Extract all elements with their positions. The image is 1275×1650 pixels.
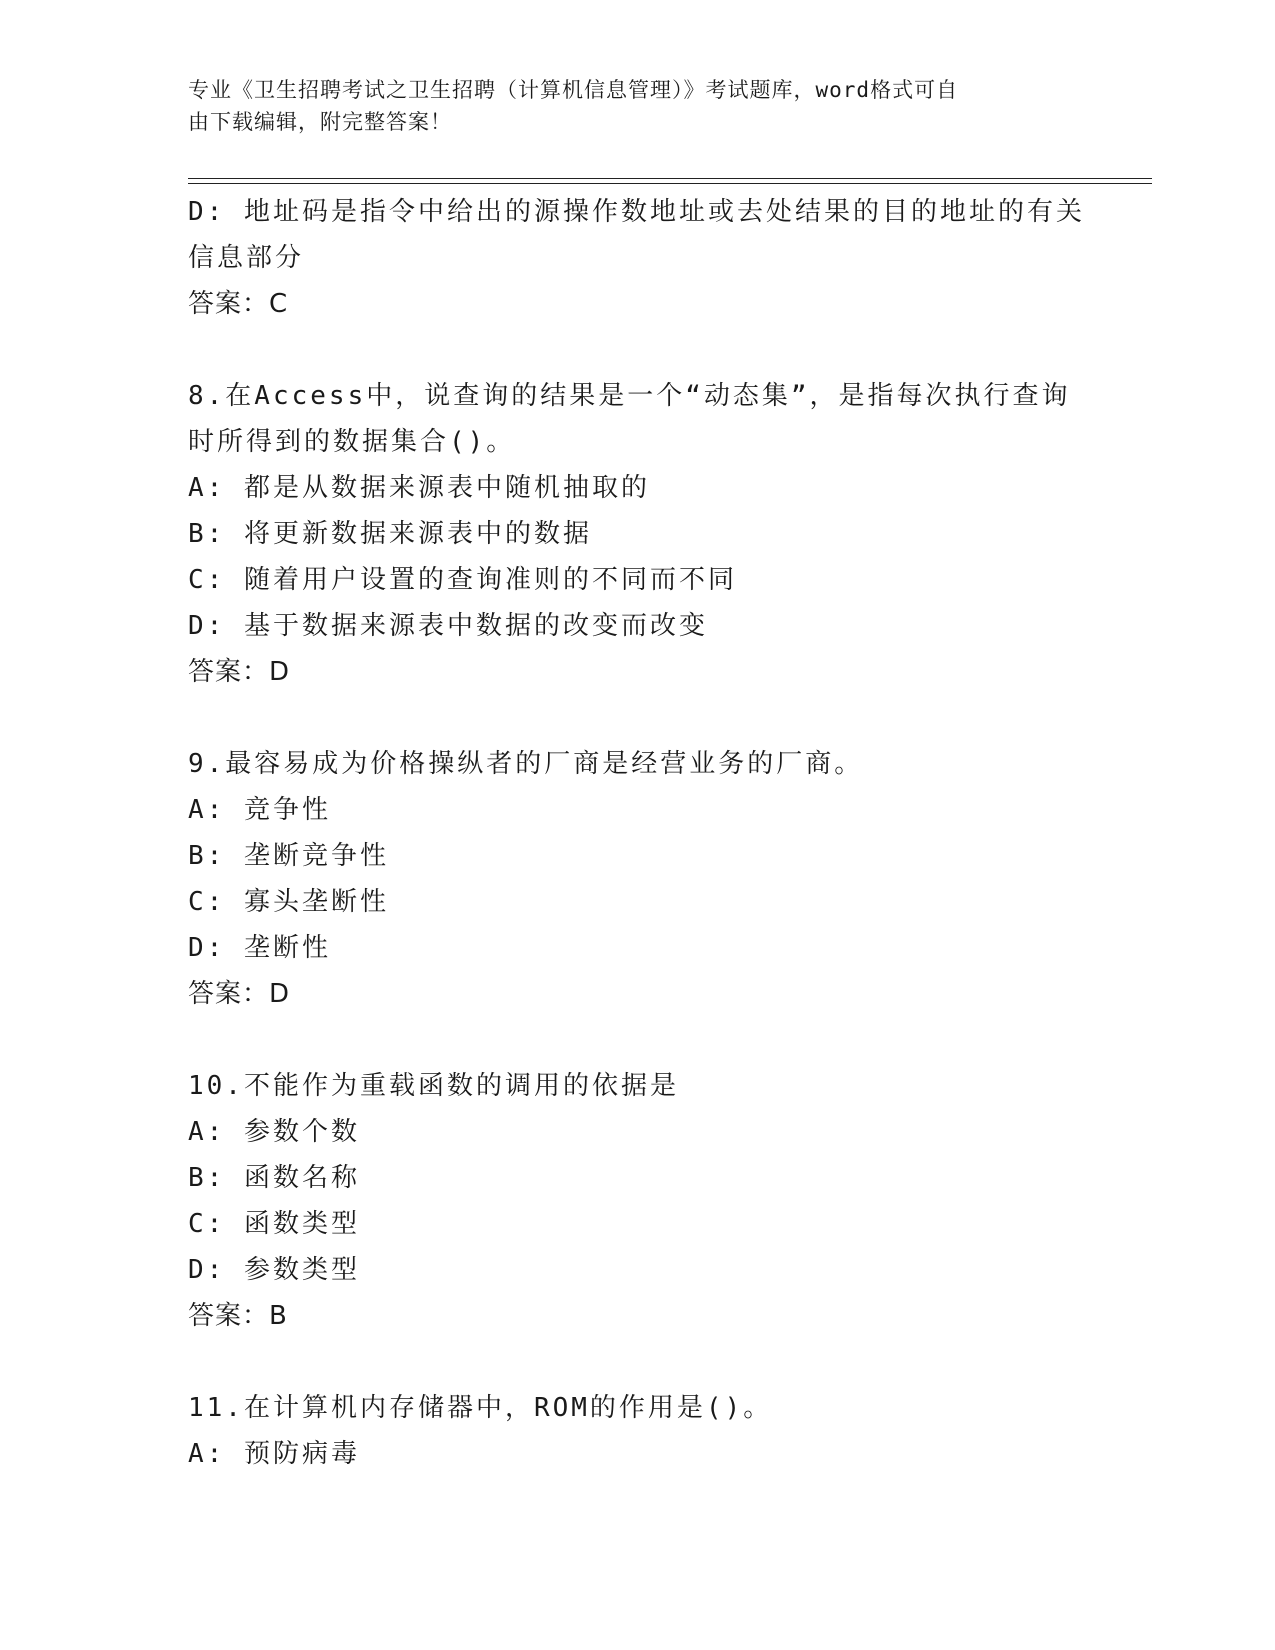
answer: 答案：D	[188, 657, 291, 687]
option-c: C: 寡头垄断性	[188, 887, 389, 917]
document-header	[188, 74, 1088, 138]
option-d: D: 垄断性	[188, 933, 331, 963]
option-a: A: 预防病毒	[188, 1439, 360, 1469]
option-b: B: 将更新数据来源表中的数据	[188, 519, 592, 549]
answer: 答案：D	[188, 979, 291, 1009]
option-c: C: 随着用户设置的查询准则的不同而不同	[188, 565, 737, 595]
answer: 答案：B	[188, 1301, 288, 1331]
header-divider-top	[188, 178, 1152, 179]
header-divider-bottom	[188, 183, 1152, 184]
option-d: D: 地址码是指令中给出的源操作数地址或去处结果的目的地址的有关	[188, 197, 1085, 227]
question-8	[188, 373, 1088, 695]
option-a: A: 都是从数据来源表中随机抽取的	[188, 473, 650, 503]
answer: 答案：C	[188, 289, 289, 319]
question-7-tail	[188, 189, 1088, 327]
question-9	[188, 741, 1088, 1017]
question-stem: 10.不能作为重载函数的调用的依据是	[188, 1071, 679, 1101]
question-stem: 8.在Access中，说查询的结果是一个“动态集”，是指每次执行查询	[188, 381, 1071, 411]
question-11	[188, 1385, 1088, 1477]
header-line-1: 专业《卫生招聘考试之卫生招聘（计算机信息管理）》考试题库，word格式可自	[188, 78, 959, 102]
option-b: B: 垄断竞争性	[188, 841, 389, 871]
option-a: A: 参数个数	[188, 1117, 360, 1147]
question-stem: 11.在计算机内存储器中，ROM的作用是()。	[188, 1393, 773, 1423]
option-d: D: 参数类型	[188, 1255, 360, 1285]
option-c: C: 函数类型	[188, 1209, 360, 1239]
question-list	[188, 189, 1088, 1477]
option-d: D: 基于数据来源表中数据的改变而改变	[188, 611, 708, 641]
option-d-continued: 信息部分	[188, 243, 305, 273]
option-b: B: 函数名称	[188, 1163, 360, 1193]
question-10	[188, 1063, 1088, 1339]
question-stem: 9.最容易成为价格操纵者的厂商是经营业务的厂商。	[188, 749, 864, 779]
question-stem-continued: 时所得到的数据集合()。	[188, 427, 516, 457]
option-a: A: 竞争性	[188, 795, 331, 825]
header-line-2: 由下载编辑，附完整答案！	[188, 110, 452, 134]
